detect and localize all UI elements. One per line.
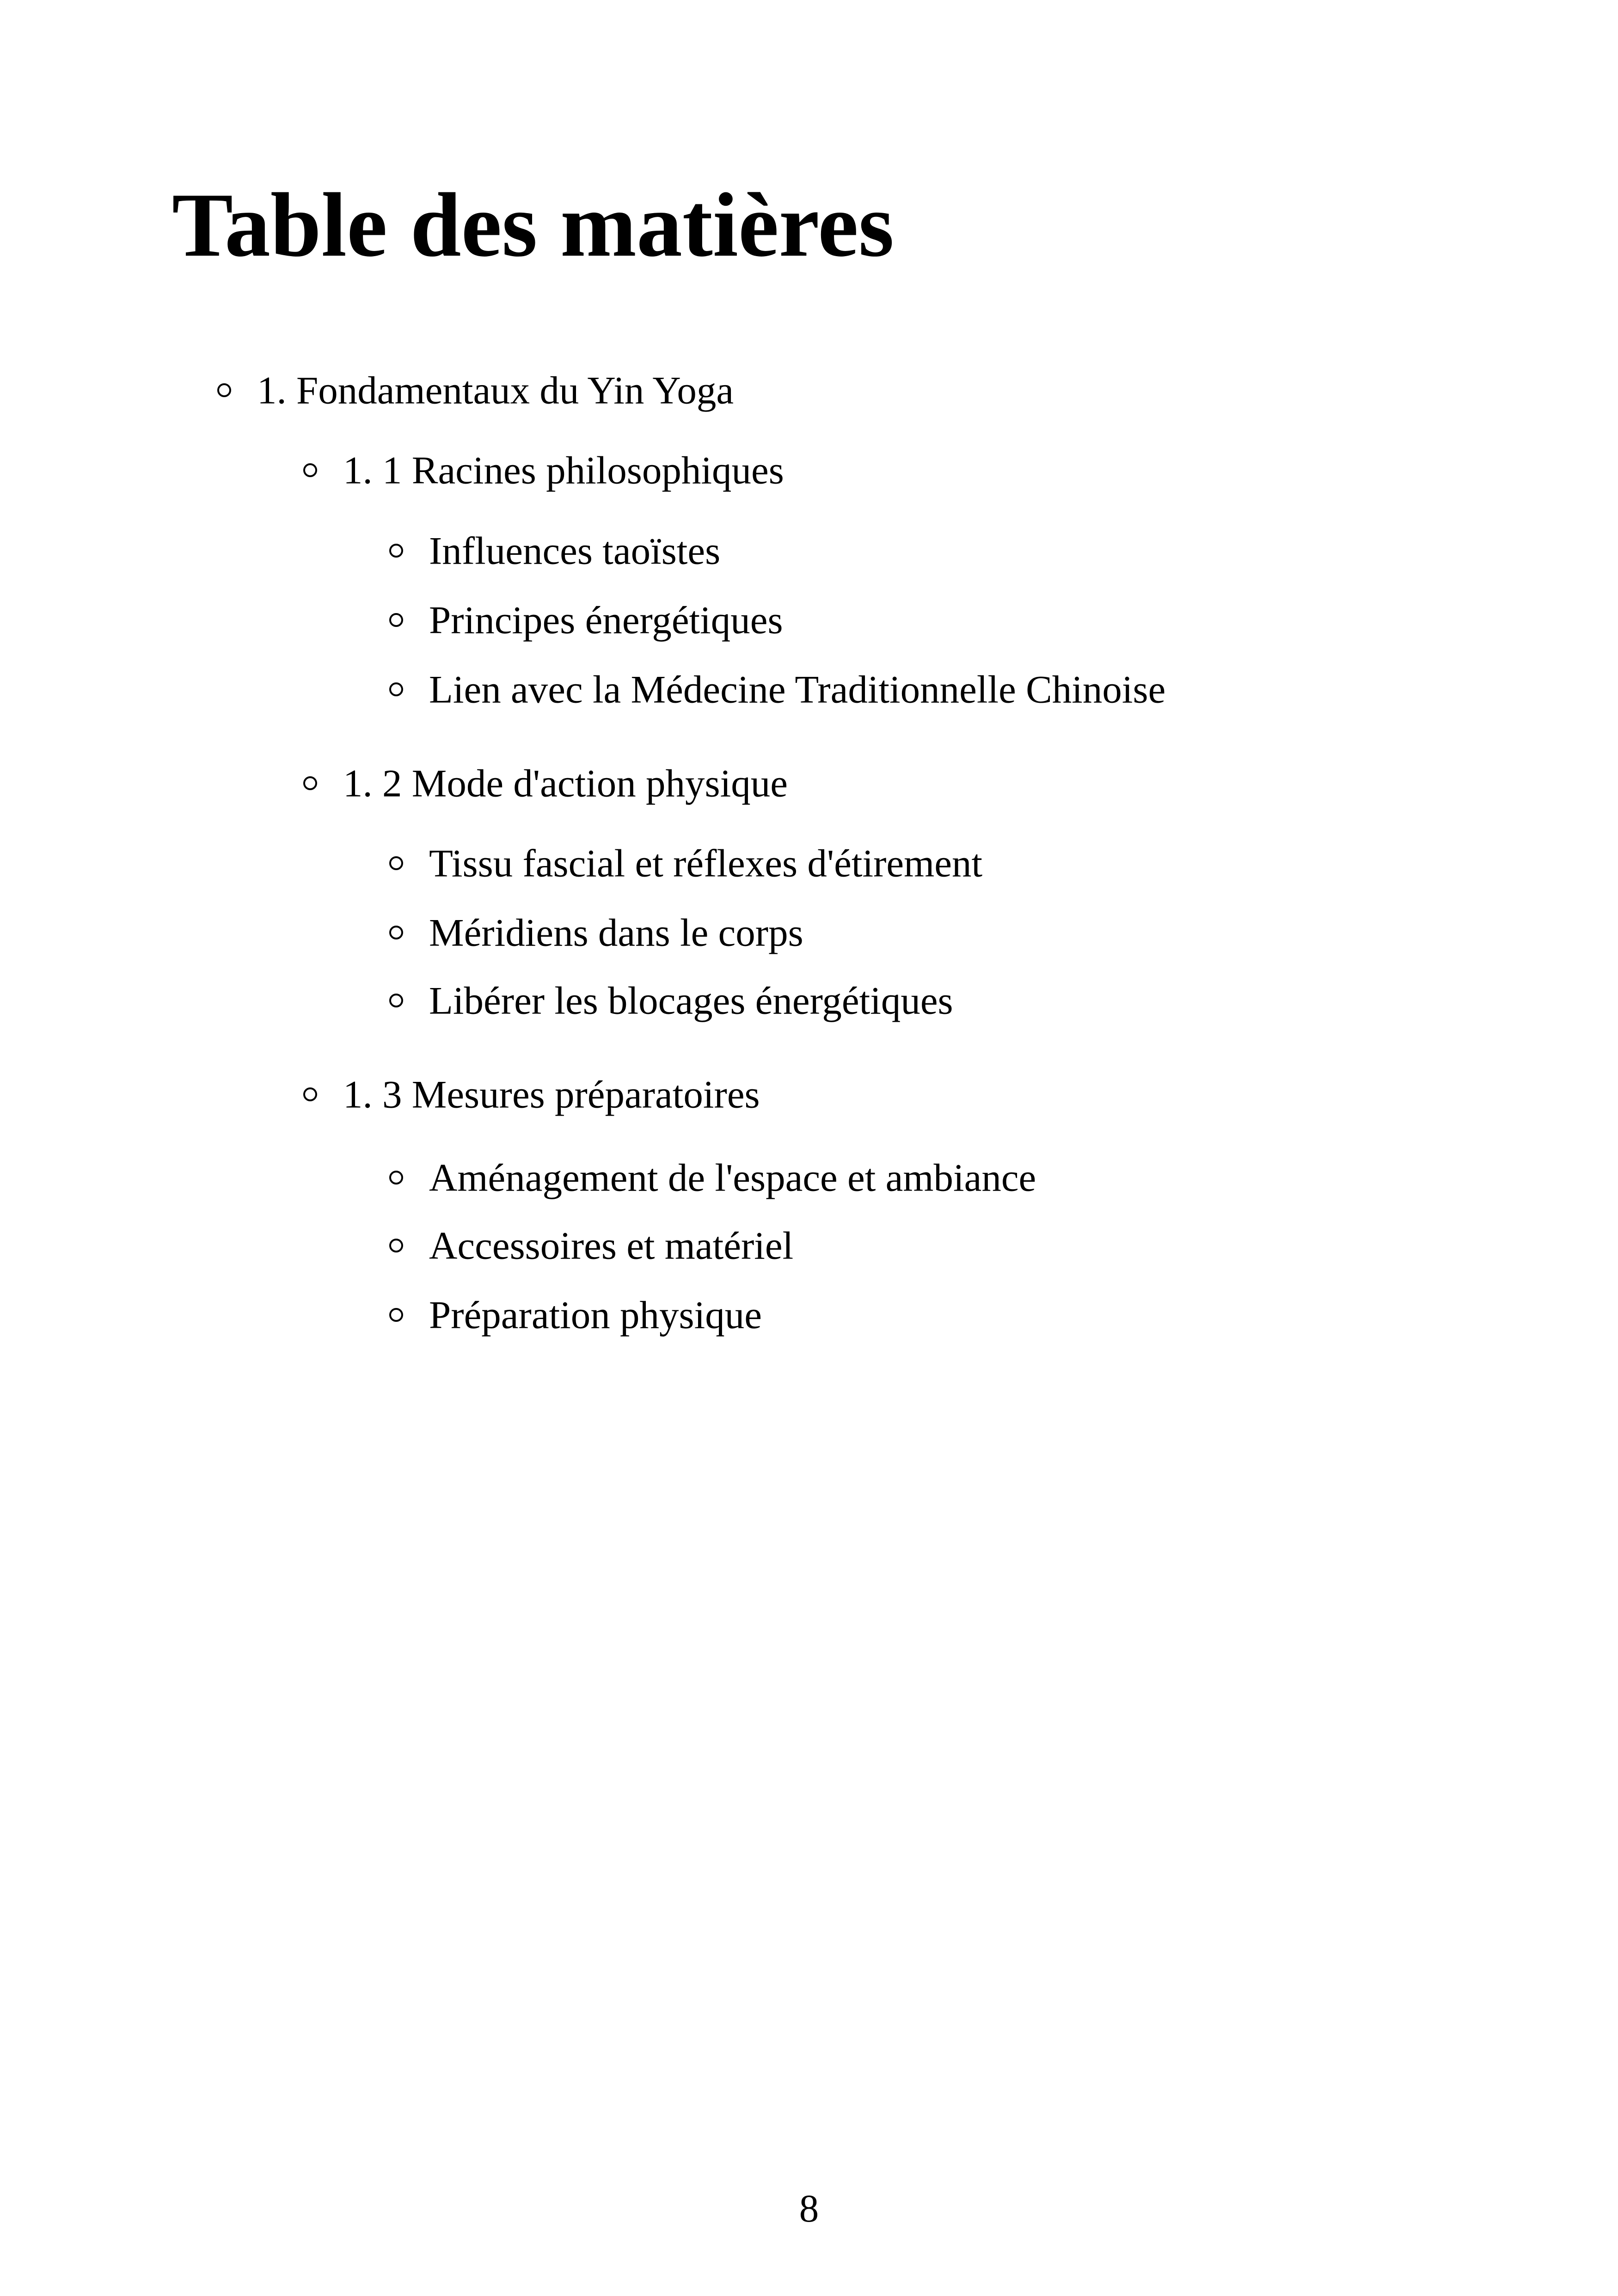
toc-entry-label: 1. Fondamentaux du Yin Yoga [257, 368, 734, 412]
circle-bullet-icon [389, 613, 403, 627]
toc-entry-label: Libérer les blocages énergétiques [429, 979, 953, 1023]
circle-bullet-icon [389, 682, 403, 696]
page-title: Table des matières [172, 174, 894, 276]
circle-bullet-icon [389, 1239, 403, 1252]
toc-entry-label: Préparation physique [429, 1293, 762, 1337]
toc-entry-label: Tissu fascial et réflexes d'étirement [429, 841, 983, 885]
toc-entry-label: Lien avec la Médecine Traditionnelle Chinoise [429, 668, 1166, 712]
circle-bullet-icon [389, 544, 403, 558]
circle-bullet-icon [389, 926, 403, 939]
circle-bullet-icon [389, 1308, 403, 1322]
toc-entry-label: 1. 2 Mode d'action physique [343, 761, 788, 805]
circle-bullet-icon [389, 994, 403, 1007]
circle-bullet-icon [303, 776, 317, 790]
circle-bullet-icon [389, 856, 403, 870]
toc-entry-label: Influences taoïstes [429, 529, 721, 573]
page-number: 8 [799, 2187, 819, 2230]
circle-bullet-icon [303, 463, 317, 477]
circle-bullet-icon [217, 383, 231, 397]
toc-entry-label: 1. 3 Mesures préparatoires [343, 1073, 760, 1117]
toc-entry-label: Principes énergétiques [429, 598, 783, 642]
circle-bullet-icon [303, 1087, 317, 1101]
toc-entry-label: 1. 1 Racines philosophiques [343, 448, 784, 492]
circle-bullet-icon [389, 1171, 403, 1185]
toc-entry-label: Accessoires et matériel [429, 1224, 794, 1268]
toc-entry-label: Méridiens dans le corps [429, 911, 803, 955]
toc-entry-label: Aménagement de l'espace et ambiance [429, 1156, 1036, 1200]
